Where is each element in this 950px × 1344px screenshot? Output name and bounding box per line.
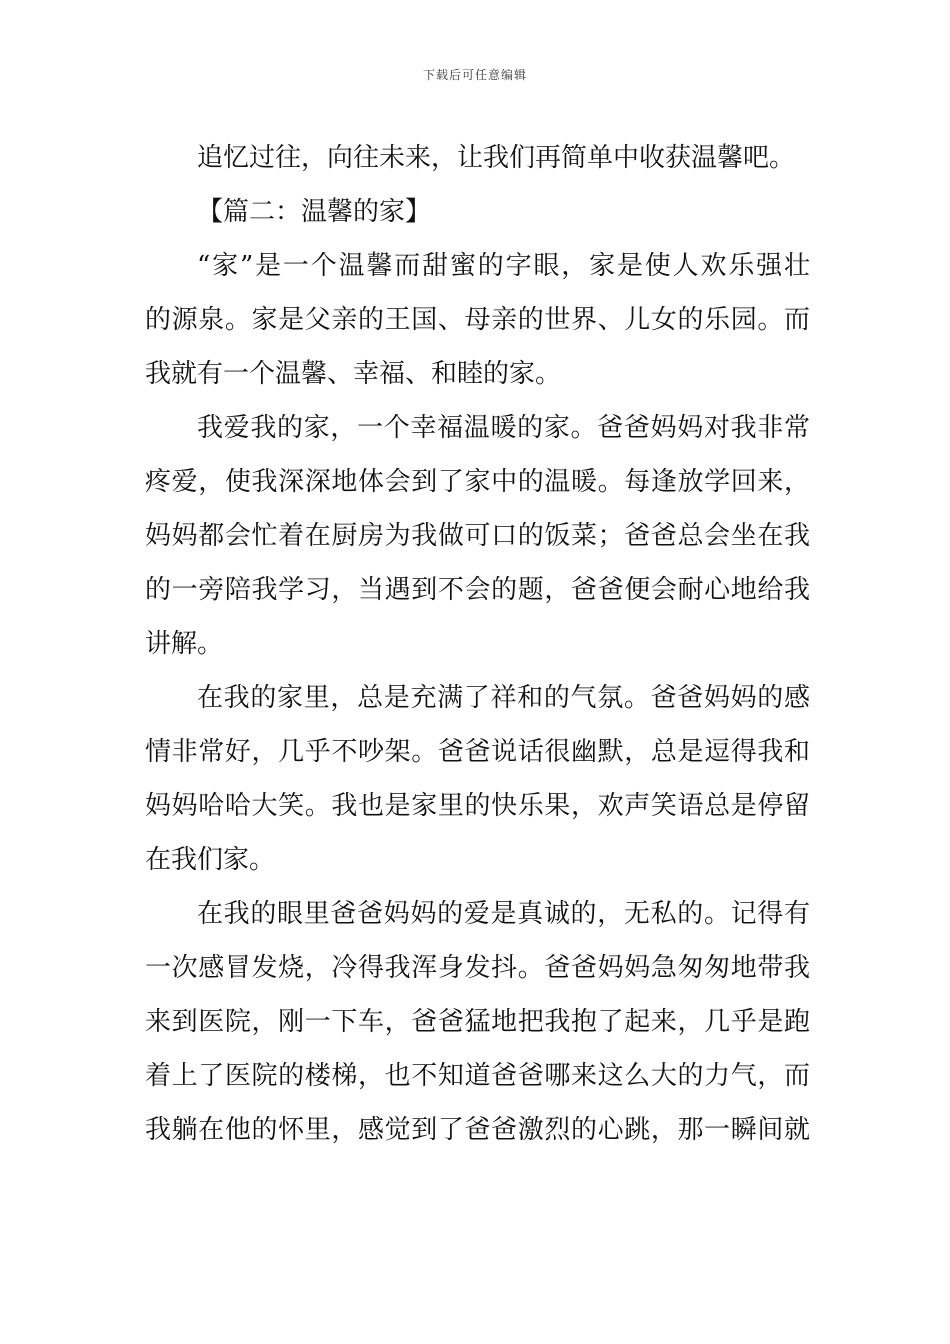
heading-text: 【篇二：温馨的家】 <box>197 197 432 227</box>
text-line: 的一旁陪我学习，当遇到不会的题，爸爸便会耐心地给我 <box>145 575 810 605</box>
text-line: 疼爱，使我深深地体会到了家中的温暖。每逢放学回来， <box>145 467 810 497</box>
text-line: 情非常好，几乎不吵架。爸爸说话很幽默，总是逗得我和 <box>145 737 810 767</box>
document-body <box>145 131 810 1157</box>
text-line: 我就有一个温馨、幸福、和睦的家。 <box>145 359 562 389</box>
paragraph <box>145 671 810 887</box>
text-line: 在我的眼里爸爸妈妈的爱是真诚的，无私的。记得有 <box>197 899 810 929</box>
paragraph <box>145 131 810 185</box>
text-line: 一次感冒发烧，冷得我浑身发抖。爸爸妈妈急匆匆地带我 <box>145 953 810 983</box>
text-line: 妈妈哈哈大笑。我也是家里的快乐果，欢声笑语总是停留 <box>145 791 810 821</box>
paragraph <box>145 401 810 671</box>
text-line: 在我们家。 <box>145 845 276 875</box>
text-line: 在我的家里，总是充满了祥和的气氛。爸爸妈妈的感 <box>197 683 810 713</box>
paragraph <box>145 887 810 1157</box>
text-line: 我爱我的家，一个幸福温暖的家。爸爸妈妈对我非常 <box>197 413 810 443</box>
text-line: 追忆过往，向往未来，让我们再简单中收获温馨吧。 <box>197 143 796 173</box>
text-line: 着上了医院的楼梯，也不知道爸爸哪来这么大的力气，而 <box>145 1061 810 1091</box>
text-line: 讲解。 <box>145 629 224 659</box>
text-line: 的源泉。家是父亲的王国、母亲的世界、儿女的乐园。而 <box>145 305 810 335</box>
section-heading <box>145 185 810 239</box>
text-line: “家”是一个温馨而甜蜜的字眼，家是使人欢乐强壮 <box>197 251 810 281</box>
text-line: 我躺在他的怀里，感觉到了爸爸激烈的心跳，那一瞬间就 <box>145 1115 810 1145</box>
page-header: 下载后可任意编辑 <box>422 68 527 82</box>
paragraph <box>145 239 810 401</box>
text-line: 来到医院，刚一下车，爸爸猛地把我抱了起来，几乎是跑 <box>145 1007 810 1037</box>
text-line: 妈妈都会忙着在厨房为我做可口的饭菜；爸爸总会坐在我 <box>145 521 810 551</box>
